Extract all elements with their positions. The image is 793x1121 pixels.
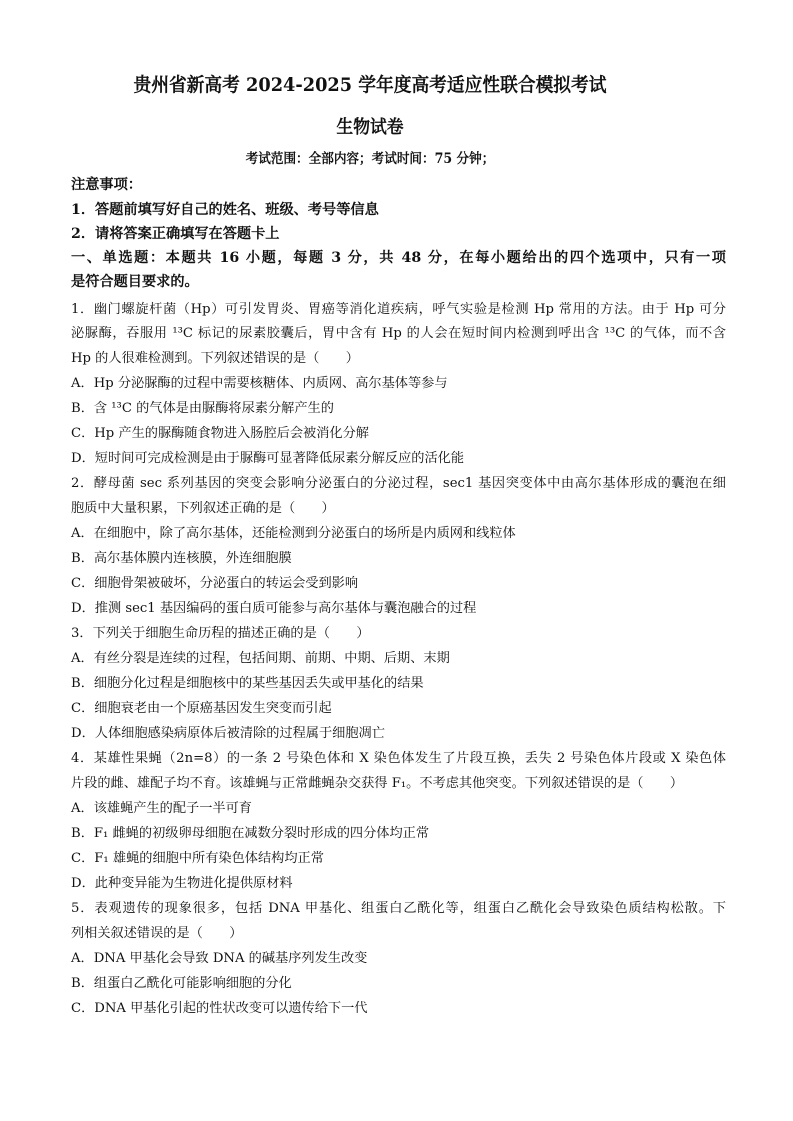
question-4-option-c: C．F₁ 雄蝇的细胞中所有染色体结构均正常 (71, 851, 324, 866)
question-1-option-d: D．短时间可完成检测是由于脲酶可显著降低尿素分解反应的活化能 (71, 451, 465, 466)
question-2-option-b: B．高尔基体膜内连核膜，外连细胞膜 (71, 551, 292, 566)
section-heading: 一、单选题：本题共 16 小题，每题 3 分，共 48 分，在每小题给出的四个选项中，只有一项 (71, 250, 726, 266)
question-5-option-c: C．DNA 甲基化引起的性状改变可以遗传给下一代 (71, 1001, 368, 1016)
question-2-option-a: A．在细胞中，除了高尔基体，还能检测到分泌蛋白的场所是内质网和线粒体 (71, 526, 516, 541)
section-heading-cont: 是符合题目要求的。 (71, 274, 199, 290)
notice-item: 2．请将答案正确填写在答题卡上 (71, 226, 280, 242)
question-2-stem: 2．酵母菌 sec 系列基因的突变会影响分泌蛋白的分泌过程，sec1 基因突变体中由高尔基体形成的囊泡在细 (71, 476, 726, 491)
question-2-stem: 胞质中大量积累，下列叙述正确的是（ ） (71, 501, 335, 516)
question-1-option-a: A．Hp 分泌脲酶的过程中需要核糖体、内质网、高尔基体等参与 (71, 376, 448, 391)
question-2-option-c: C．细胞骨架被破坏，分泌蛋白的转运会受到影响 (71, 576, 359, 591)
question-1-stem: Hp 的人很难检测到。下列叙述错误的是（ ） (71, 351, 359, 366)
question-2-option-d: D．推测 sec1 基因编码的蛋白质可能参与高尔基体与囊泡融合的过程 (71, 601, 477, 616)
question-3-option-d: D．人体细胞感染病原体后被清除的过程属于细胞凋亡 (71, 726, 385, 741)
question-4-option-a: A．该雄蝇产生的配子一半可育 (71, 801, 252, 816)
exam-title: 贵州省新高考 2024-2025 学年度高考适应性联合模拟考试 (133, 74, 607, 96)
question-4-stem: 4．某雄性果蝇（2n=8）的一条 2 号染色体和 X 染色体发生了片段互换，丢失 2 号染色体片段或 X 染色体 (71, 751, 726, 766)
question-5-stem: 5．表观遗传的现象很多，包括 DNA 甲基化、组蛋白乙酰化等，组蛋白乙酰化会导致染色质结构松散。下 (71, 901, 726, 916)
exam-info: 考试范围：全部内容；考试时间：75 分钟； (245, 151, 495, 167)
question-5-stem: 列相关叙述错误的是（ ） (71, 926, 243, 941)
exam-subject: 生物试卷 (336, 117, 404, 138)
question-5-option-b: B．组蛋白乙酰化可能影响细胞的分化 (71, 976, 292, 991)
question-1-stem: 泌脲酶，吞服用 ¹³C 标记的尿素胶囊后，胃中含有 Hp 的人会在短时间内检测到呼出含 ¹³C 的气体，而不含 (71, 326, 726, 341)
question-3-stem: 3．下列关于细胞生命历程的描述正确的是（ ） (71, 626, 370, 641)
notice-heading: 注意事项： (71, 177, 142, 193)
question-1-stem: 1．幽门螺旋杆菌（Hp）可引发胃炎、胃癌等消化道疾病，呼气实验是检测 Hp 常用的方法。由于 Hp 可分 (71, 302, 726, 317)
question-5-option-a: A．DNA 甲基化会导致 DNA 的碱基序列发生改变 (71, 951, 368, 966)
question-3-option-c: C．细胞衰老由一个原癌基因发生突变而引起 (71, 701, 332, 716)
question-4-option-b: B．F₁ 雌蝇的初级卵母细胞在减数分裂时形成的四分体均正常 (71, 826, 430, 841)
question-4-stem: 片段的雌、雄配子均不育。该雄蝇与正常雌蝇杂交获得 F₁。不考虑其他突变。下列叙述错误的是（ ） (71, 776, 684, 791)
question-3-option-a: A．有丝分裂是连续的过程，包括间期、前期、中期、后期、末期 (71, 651, 450, 666)
question-4-option-d: D．此种变异能为生物进化提供原材料 (71, 876, 293, 891)
question-3-option-b: B．细胞分化过程是细胞核中的某些基因丢失或甲基化的结果 (71, 676, 424, 691)
question-1-option-c: C．Hp 产生的脲酶随食物进入肠腔后会被消化分解 (71, 426, 369, 441)
notice-item: 1．答题前填写好自己的姓名、班级、考号等信息 (71, 202, 379, 218)
question-1-option-b: B．含 ¹³C 的气体是由脲酶将尿素分解产生的 (71, 401, 334, 416)
